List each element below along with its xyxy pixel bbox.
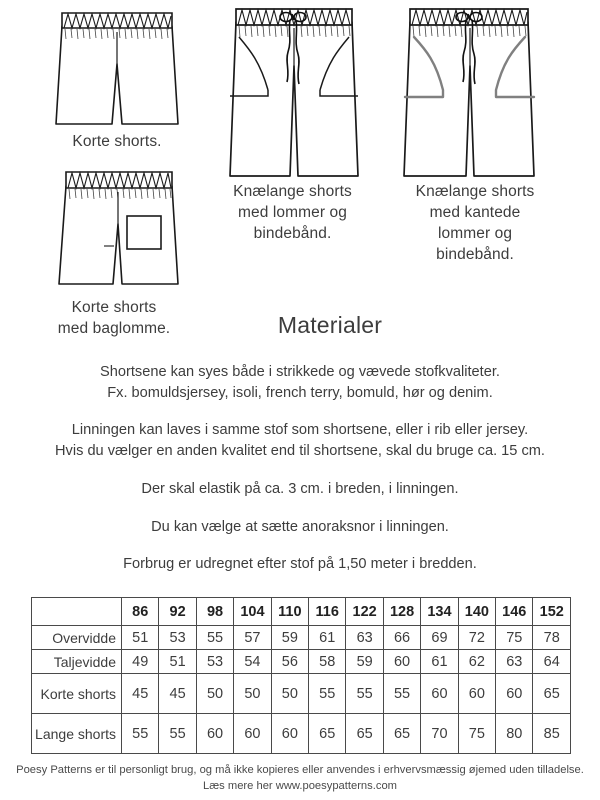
size-header-cell: 86 xyxy=(122,598,159,626)
size-table-header-row xyxy=(32,598,571,626)
caption-knaelange-lommer: Knælange shorts med lommer og bindebånd. xyxy=(233,183,352,242)
size-header-cell: 92 xyxy=(159,598,196,626)
caption-korte-shorts-baglomme: Korte shorts med baglomme. xyxy=(57,299,171,337)
table-cell: 63 xyxy=(496,650,533,674)
table-cell: 61 xyxy=(421,650,458,674)
row-label: Lange shorts xyxy=(32,714,122,754)
table-cell: 61 xyxy=(309,626,346,650)
footer xyxy=(0,762,600,794)
table-row xyxy=(32,650,571,674)
size-header-cell: 98 xyxy=(196,598,233,626)
table-cell: 60 xyxy=(421,674,458,714)
table-cell: 60 xyxy=(383,650,420,674)
row-label: Taljevidde xyxy=(32,650,122,674)
table-row xyxy=(32,674,571,714)
table-cell: 51 xyxy=(159,650,196,674)
table-cell: 65 xyxy=(309,714,346,754)
row-label: Korte shorts xyxy=(32,674,122,714)
table-cell: 54 xyxy=(234,650,271,674)
figure-knaelange-lommer xyxy=(224,4,364,184)
figure-korte-shorts-baglomme xyxy=(56,168,182,294)
size-header-cell: 134 xyxy=(421,598,458,626)
table-cell: 80 xyxy=(496,714,533,754)
table-cell: 60 xyxy=(234,714,271,754)
figure-knaelange-kantede-lommer xyxy=(398,4,542,184)
size-table xyxy=(31,597,571,754)
size-table-container xyxy=(31,597,571,754)
table-cell: 78 xyxy=(533,626,571,650)
table-cell: 63 xyxy=(346,626,383,650)
table-cell: 60 xyxy=(271,714,308,754)
table-cell: 69 xyxy=(421,626,458,650)
table-cell: 60 xyxy=(496,674,533,714)
table-cell: 50 xyxy=(234,674,271,714)
table-cell: 45 xyxy=(122,674,159,714)
row-label: Overvidde xyxy=(32,626,122,650)
materialer-body xyxy=(0,362,600,575)
table-cell: 65 xyxy=(533,674,571,714)
table-cell: 60 xyxy=(196,714,233,754)
table-cell: 62 xyxy=(458,650,495,674)
figure-korte-shorts-front xyxy=(52,8,182,134)
table-cell: 75 xyxy=(458,714,495,754)
table-cell: 75 xyxy=(496,626,533,650)
materialer-heading: Materialer xyxy=(277,312,383,338)
table-cell: 66 xyxy=(383,626,420,650)
table-cell: 59 xyxy=(346,650,383,674)
table-cell: 59 xyxy=(271,626,308,650)
table-cell: 55 xyxy=(383,674,420,714)
table-cell: 49 xyxy=(122,650,159,674)
table-cell: 55 xyxy=(196,626,233,650)
table-cell: 45 xyxy=(159,674,196,714)
table-row xyxy=(32,714,571,754)
materialer-paragraph-4: Du kan vælge at sætte anoraksnor i linningen. xyxy=(151,518,449,535)
size-header-cell: 104 xyxy=(234,598,271,626)
table-row xyxy=(32,626,571,650)
materialer-paragraph-1: Shortsene kan syes både i strikkede og vævede stofkvaliteter. Fx. bomuldsjersey, isoli, french terry, bomuld, hør og denim. xyxy=(100,364,500,401)
size-header-cell: 140 xyxy=(458,598,495,626)
size-header-cell: 110 xyxy=(271,598,308,626)
size-header-cell: 152 xyxy=(533,598,571,626)
materialer-paragraph-5: Forbrug er udregnet efter stof på 1,50 meter i bredden. xyxy=(123,556,477,573)
table-cell: 55 xyxy=(309,674,346,714)
table-cell: 51 xyxy=(122,626,159,650)
footer-copyright-line: Poesy Patterns er til personligt brug, og må ikke kopieres eller anvendes i erhvervsmæssig øjemed uden tilladelse. xyxy=(16,764,584,776)
materialer-paragraph-3: Der skal elastik på ca. 3 cm. i breden, i linningen. xyxy=(141,480,459,497)
size-table-body xyxy=(32,626,571,754)
size-table-head xyxy=(32,598,571,626)
table-cell: 58 xyxy=(309,650,346,674)
table-cell: 70 xyxy=(421,714,458,754)
caption-knaelange-kantede-lommer: Knælange shorts med kantede lommer og bindebånd. xyxy=(415,183,535,263)
size-table-corner-cell xyxy=(32,598,122,626)
table-cell: 65 xyxy=(383,714,420,754)
table-cell: 56 xyxy=(271,650,308,674)
caption-korte-shorts-front: Korte shorts. xyxy=(72,133,162,150)
table-cell: 72 xyxy=(458,626,495,650)
table-cell: 55 xyxy=(159,714,196,754)
table-cell: 55 xyxy=(122,714,159,754)
table-cell: 50 xyxy=(196,674,233,714)
size-header-cell: 116 xyxy=(309,598,346,626)
table-cell: 55 xyxy=(346,674,383,714)
size-header-cell: 128 xyxy=(383,598,420,626)
materialer-paragraph-2: Linningen kan laves i samme stof som shortsene, eller i rib eller jersey. Hvis du vælger en anden kvalitet end til shortsene, skal du bruge ca. 15 cm. xyxy=(55,422,545,460)
size-header-cell: 122 xyxy=(346,598,383,626)
size-header-cell: 146 xyxy=(496,598,533,626)
table-cell: 53 xyxy=(196,650,233,674)
table-cell: 64 xyxy=(533,650,571,674)
table-cell: 53 xyxy=(159,626,196,650)
table-cell: 50 xyxy=(271,674,308,714)
table-cell: 85 xyxy=(533,714,571,754)
footer-website-line: Læs mere her www.poesypatterns.com xyxy=(203,780,397,793)
table-cell: 57 xyxy=(234,626,271,650)
table-cell: 60 xyxy=(458,674,495,714)
table-cell: 65 xyxy=(346,714,383,754)
